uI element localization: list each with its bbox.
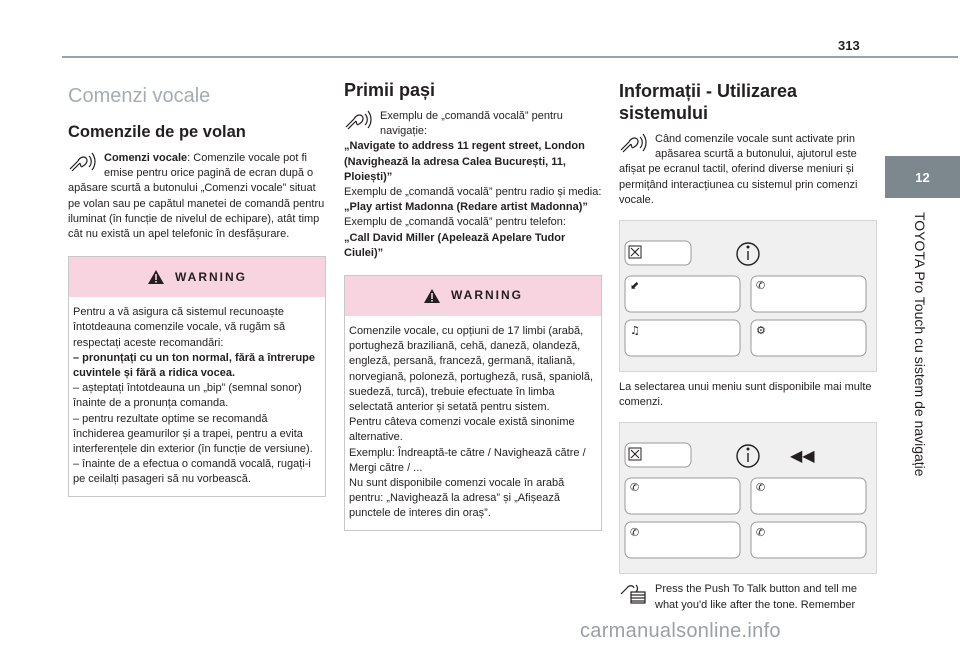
warning-text: Exemplu: Îndreaptă-te către / Navighează către / Mergi către / ... (349, 446, 586, 474)
info-intro-text: Când comenzile vocale sunt activate prin apăsarea scurtă a butonului, ajutorul este afișat pe ecranul tactil, oferind diverse meniuri și permițând interacțiunea cu sistemul prin comenzi vocale. (619, 133, 858, 206)
warning-item: – pentru rezultate optime se recomandă închiderea geamurilor și a trapei, pentru a evita interferențele din exterior (în funcție de versiune). (73, 412, 313, 456)
example-phone-command: „Call David Miller (Apelează Apelare Tudor Ciulei)” (344, 231, 566, 259)
warning-text: Comenzile vocale, cu opțiuni de 17 limbi (arabă, portugheză braziliană, cehă, daneză, olandeză, engleză, persană, franceză, germană, italiană, norvegiană, poloneză, portugheză, rusă, spaniolă, suedeză, turcă), trebuie efectuate în limba selectată anterior și setată pentru sistem. (349, 325, 594, 414)
example-nav-intro: Exemplu de „comandă vocală” pentru navigație: (380, 110, 563, 138)
page-heading: Comenzi vocale (68, 85, 211, 107)
example-text: Press the Push To Talk button and tell me what you'd like after the tone. Remember (655, 583, 857, 611)
warning-item: – pronunțați cu un ton normal, fără a întrerupe cuvintele și fără a ridica vocea. (73, 351, 316, 380)
phone-icon: ✆ (756, 279, 766, 293)
watermark: carmanualsonline.info (580, 620, 781, 642)
example-nav-block (344, 109, 602, 139)
warning-text: Nu sunt disponibile comenzi vocale în arabă pentru: „Navighează la adresa” și „Afișează punctele de interes din oraș”. (349, 477, 565, 520)
back-icon: ◀◀ (790, 446, 815, 466)
warning-triangle-icon (147, 269, 165, 285)
warning-header (69, 257, 325, 297)
section-heading-first-steps: Primii pași (344, 80, 436, 100)
column-1 (68, 78, 326, 497)
phone-icon: ✆ (630, 481, 640, 495)
voice-command-text: Comenzile vocale pot fi emise pentru orice pagină de ecran după o apăsare scurtă a butonului „Comenzi vocale” situat pe volan sau pe capătul manetei de comandă pentru iluminat (în funcție de nivelul de echipare), atât timp cât nu există un apel telefonic în desfășurare. (68, 152, 325, 241)
phone-icon: ✆ (756, 481, 766, 495)
side-chapter-title: TOYOTA Pro Touch cu sistem de navigație (912, 212, 928, 477)
warning-box-2 (344, 275, 602, 531)
warning-title: WARNING (175, 269, 247, 284)
warning-triangle-icon (423, 288, 441, 304)
navigation-icon: ⬋ (630, 279, 640, 293)
voice-command-label: Comenzi vocale (104, 152, 188, 164)
chapter-tab (885, 156, 960, 198)
info-intro-block (619, 132, 877, 208)
info-icon (737, 243, 759, 265)
screen-illustration-1 (619, 220, 877, 372)
warning-header (345, 276, 601, 316)
page-number: 313 (838, 38, 860, 53)
example-media-intro: Exemplu de „comandă vocală” pentru radio și media: (344, 186, 602, 199)
column-2 (344, 78, 602, 531)
top-rule (62, 56, 958, 58)
warning-body (69, 297, 325, 495)
warning-item: – așteptați întotdeauna un „bip” (semnal sonor) înainte de a pronunța comanda. (73, 382, 302, 410)
voice-command-icon (344, 109, 376, 133)
chapter-tab-number: 12 (915, 169, 930, 185)
column-3 (619, 78, 877, 613)
voice-screen-icon (619, 582, 651, 606)
voice-command-icon (68, 151, 100, 175)
warning-body (345, 316, 601, 530)
example-block (619, 582, 877, 612)
warning-item: – înainte de a efectua o comandă vocală, rugați-i pe ceilalți pasageri să nu vorbească. (73, 458, 311, 486)
example-nav-command: „Navigate to address 11 regent street, London (Navighează la adresa Calea București, 11, Ploiești)” (344, 140, 585, 183)
section-heading-info: Informații - Utilizarea sistemului (619, 81, 798, 123)
warning-title: WARNING (451, 288, 523, 303)
voice-command-block: Comenzi vocale: Comenzile vocale pot fi emise pentru orice pagină de ecran după o apăsare scurtă a butonului „Comenzi vocale” situat pe volan sau pe capătul manetei de comandă pentru iluminat (în funcție de nivelul de echipare), atât timp cât nu există un apel telefonic în desfășurare. (68, 152, 325, 241)
phone-icon: ✆ (630, 526, 640, 540)
info-icon (737, 445, 759, 467)
warning-text: Pentru câteva comenzi vocale există sinonime alternative. (349, 416, 575, 444)
warning-intro: Pentru a vă asigura că sistemul recunoaște întotdeauna comenzile vocale, vă rugăm să respectați aceste recomandări: (73, 306, 286, 349)
example-media-command: „Play artist Madonna (Redare artist Madonna)” (344, 201, 588, 214)
warning-box-1 (68, 256, 326, 496)
phone-icon: ✆ (756, 526, 766, 540)
voice-command-icon (619, 132, 651, 156)
section-heading-steering: Comenzile de pe volan (68, 123, 246, 141)
settings-icon: ⚙ (756, 324, 766, 338)
music-icon: ♫ (630, 324, 640, 338)
screen-illustration-2 (619, 422, 877, 574)
example-phone-intro: Exemplu de „comandă vocală” pentru telefon: (344, 216, 566, 229)
screen-caption: La selectarea unui meniu sunt disponibile mai multe comenzi. (619, 381, 872, 409)
